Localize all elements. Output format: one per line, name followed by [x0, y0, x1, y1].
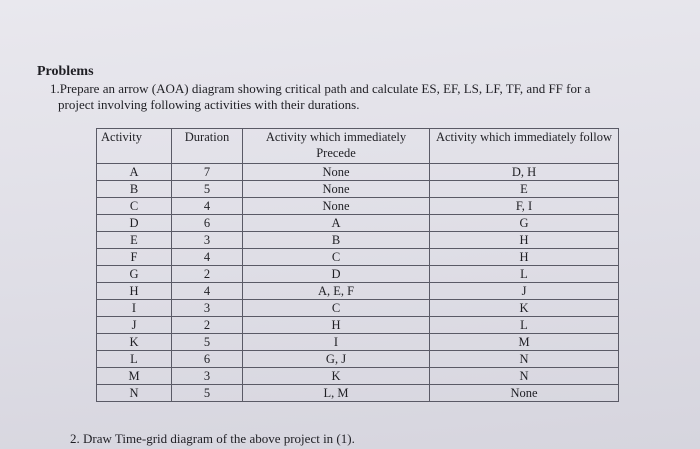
- cell-activity: M: [97, 368, 172, 385]
- cell-follow: L: [430, 266, 619, 283]
- cell-precede: G, J: [243, 351, 430, 368]
- cell-follow: J: [430, 283, 619, 300]
- header-activity: Activity: [97, 129, 172, 164]
- cell-duration: 3: [172, 368, 243, 385]
- cell-duration: 6: [172, 215, 243, 232]
- cell-precede: H: [243, 317, 430, 334]
- cell-follow: K: [430, 300, 619, 317]
- cell-follow: E: [430, 181, 619, 198]
- table-row: [97, 351, 619, 368]
- cell-activity: F: [97, 249, 172, 266]
- table-body: [97, 164, 619, 402]
- header-follow: Activity which immediately follow: [430, 129, 619, 164]
- table-header-row: [97, 129, 619, 164]
- table-row: [97, 334, 619, 351]
- activity-table: [96, 128, 619, 402]
- cell-precede: C: [243, 300, 430, 317]
- cell-precede: B: [243, 232, 430, 249]
- cell-duration: 7: [172, 164, 243, 181]
- cell-duration: 5: [172, 385, 243, 402]
- cell-activity: K: [97, 334, 172, 351]
- header-precede: Activity which immediately Precede: [243, 129, 430, 164]
- cell-activity: L: [97, 351, 172, 368]
- table-row: [97, 300, 619, 317]
- cell-precede: None: [243, 181, 430, 198]
- cell-activity: D: [97, 215, 172, 232]
- cell-activity: E: [97, 232, 172, 249]
- table-row: [97, 232, 619, 249]
- header-duration: Duration: [172, 129, 243, 164]
- cell-duration: 2: [172, 317, 243, 334]
- question-1-line-2: project involving following activities with their durations.: [58, 97, 360, 112]
- cell-activity: I: [97, 300, 172, 317]
- cell-duration: 4: [172, 198, 243, 215]
- question-2: 2. Draw Time-grid diagram of the above project in (1).: [70, 431, 355, 446]
- cell-activity: J: [97, 317, 172, 334]
- cell-activity: C: [97, 198, 172, 215]
- cell-follow: F, I: [430, 198, 619, 215]
- cell-follow: M: [430, 334, 619, 351]
- table-row: [97, 283, 619, 300]
- cell-duration: 2: [172, 266, 243, 283]
- problems-heading: Problems: [37, 64, 94, 79]
- cell-precede: C: [243, 249, 430, 266]
- cell-precede: A, E, F: [243, 283, 430, 300]
- cell-follow: H: [430, 232, 619, 249]
- cell-precede: L, M: [243, 385, 430, 402]
- cell-follow: N: [430, 351, 619, 368]
- question-1: [50, 81, 660, 113]
- cell-activity: G: [97, 266, 172, 283]
- cell-follow: H: [430, 249, 619, 266]
- table-row: [97, 368, 619, 385]
- cell-follow: N: [430, 368, 619, 385]
- cell-precede: K: [243, 368, 430, 385]
- table-row: [97, 181, 619, 198]
- table-row: [97, 215, 619, 232]
- cell-duration: 4: [172, 249, 243, 266]
- table-row: [97, 317, 619, 334]
- cell-activity: A: [97, 164, 172, 181]
- cell-activity: H: [97, 283, 172, 300]
- cell-activity: N: [97, 385, 172, 402]
- cell-follow: D, H: [430, 164, 619, 181]
- cell-precede: A: [243, 215, 430, 232]
- cell-follow: None: [430, 385, 619, 402]
- cell-duration: 3: [172, 232, 243, 249]
- cell-duration: 3: [172, 300, 243, 317]
- cell-precede: None: [243, 198, 430, 215]
- table-row: [97, 249, 619, 266]
- cell-duration: 5: [172, 334, 243, 351]
- cell-precede: D: [243, 266, 430, 283]
- cell-precede: None: [243, 164, 430, 181]
- cell-activity: B: [97, 181, 172, 198]
- question-1-line-1: 1.Prepare an arrow (AOA) diagram showing critical path and calculate ES, EF, LS, LF, TF, and FF for a: [50, 81, 591, 96]
- cell-duration: 6: [172, 351, 243, 368]
- cell-follow: G: [430, 215, 619, 232]
- table-row: [97, 385, 619, 402]
- cell-duration: 5: [172, 181, 243, 198]
- cell-duration: 4: [172, 283, 243, 300]
- cell-precede: I: [243, 334, 430, 351]
- table-row: [97, 198, 619, 215]
- table-row: [97, 164, 619, 181]
- table-row: [97, 266, 619, 283]
- cell-follow: L: [430, 317, 619, 334]
